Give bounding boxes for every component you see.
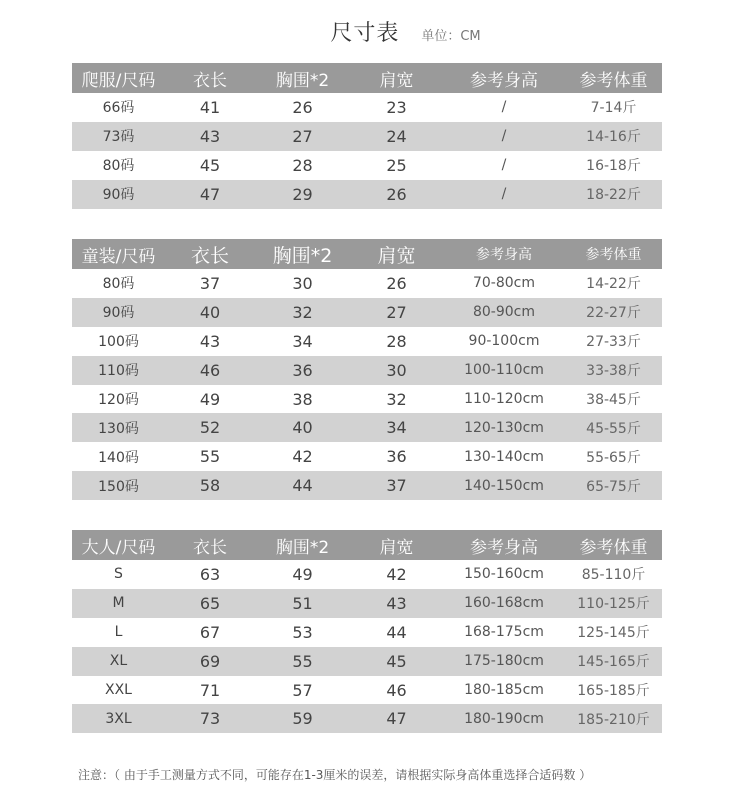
cell-size: S: [114, 566, 123, 583]
cell-chest: 53: [292, 622, 313, 642]
cell-chest: 59: [255, 704, 350, 733]
cell-size: 3XL: [72, 704, 165, 733]
header-length: 衣长: [165, 239, 255, 269]
cell-shoulder: 45: [350, 647, 443, 676]
header-shoulder: 肩宽: [350, 63, 443, 93]
cell-shoulder: 34: [350, 413, 443, 442]
header-chest: 胸围*2: [255, 63, 350, 93]
header-height: 参考身高: [443, 530, 565, 560]
cell-shoulder: 46: [386, 680, 407, 700]
cell-shoulder: 25: [386, 155, 407, 175]
cell-height: 175-180cm: [443, 647, 565, 676]
adult-size-table: [72, 530, 662, 733]
cell-shoulder: 26: [350, 180, 443, 209]
cell-size: XL: [72, 647, 165, 676]
unit-label: 单位：CM: [421, 29, 481, 44]
cell-length: 73: [165, 704, 255, 733]
cell-size: 66码: [102, 100, 135, 117]
table-row: [72, 356, 662, 385]
table-row: [72, 413, 662, 442]
cell-chest: 49: [292, 564, 313, 584]
cell-size: 120码: [98, 392, 139, 408]
cell-height: 120-130cm: [443, 413, 565, 442]
cell-length: 40: [165, 298, 255, 327]
title-row: [0, 16, 741, 48]
cell-length: 63: [199, 564, 221, 584]
cell-length: 65: [165, 589, 255, 618]
page-title: 尺寸表: [330, 21, 400, 46]
cell-length: 47: [165, 180, 255, 209]
cell-length: 52: [165, 413, 255, 442]
cell-shoulder: 28: [386, 331, 407, 351]
cell-weight: 145-165斤: [565, 647, 662, 676]
cell-length: 67: [199, 622, 221, 642]
cell-weight: 14-16斤: [565, 122, 662, 151]
cell-weight: 55-65斤: [586, 449, 641, 466]
cell-length: 55: [199, 447, 221, 467]
cell-length: 71: [199, 680, 221, 700]
cell-chest: 30: [292, 273, 313, 293]
header-weight: 参考体重: [565, 63, 662, 93]
cell-length: 43: [199, 331, 221, 351]
cell-shoulder: 26: [386, 273, 407, 293]
cell-weight: 110-125斤: [565, 589, 662, 618]
cell-shoulder: 23: [386, 97, 407, 117]
header-height: 参考身高: [443, 239, 565, 269]
cell-chest: 55: [255, 647, 350, 676]
header-size: 童装/尺码: [72, 239, 165, 269]
header-length: 衣长: [165, 530, 255, 560]
cell-chest: 40: [255, 413, 350, 442]
cell-shoulder: 36: [386, 447, 407, 467]
kids-size-table: [72, 239, 662, 500]
cell-height: /: [443, 122, 565, 151]
header-shoulder: 肩宽: [350, 239, 443, 269]
cell-height: /: [501, 99, 507, 116]
cell-length: 49: [199, 389, 221, 409]
cell-height: 100-110cm: [443, 356, 565, 385]
cell-size: 150码: [72, 471, 165, 500]
cell-height: 150-160cm: [464, 566, 544, 583]
cell-height: 180-185cm: [464, 682, 544, 698]
cell-chest: 32: [255, 298, 350, 327]
table-row: [72, 151, 662, 180]
table-row: [72, 180, 662, 209]
cell-chest: 57: [292, 680, 313, 700]
cell-chest: 34: [292, 331, 313, 351]
header-length: 衣长: [165, 63, 255, 93]
cell-length: 41: [199, 97, 221, 117]
cell-weight: 125-145斤: [577, 625, 650, 642]
cell-height: /: [443, 180, 565, 209]
cell-size: 80码: [102, 276, 135, 293]
cell-weight: 85-110斤: [581, 567, 646, 584]
cell-size: 73码: [72, 122, 165, 151]
header-weight: 参考体重: [565, 239, 662, 269]
cell-weight: 33-38斤: [565, 356, 662, 385]
cell-size: 130码: [72, 413, 165, 442]
cell-size: 140码: [98, 449, 139, 466]
measurement-note: 注意：（ 由于手工测量方式不同，可能存在1-3厘米的误差，请根据实际身高体重选择合适码数 ）: [78, 768, 592, 782]
cell-weight: 65-75斤: [565, 471, 662, 500]
cell-shoulder: 43: [350, 589, 443, 618]
cell-chest: 44: [255, 471, 350, 500]
crawler-size-table: [72, 63, 662, 209]
cell-length: 69: [165, 647, 255, 676]
table-row: [72, 327, 662, 356]
cell-weight: 165-185斤: [577, 683, 650, 699]
cell-shoulder: 32: [386, 389, 407, 409]
cell-size: 90码: [72, 298, 165, 327]
cell-shoulder: 30: [350, 356, 443, 385]
table-header-row: [72, 530, 662, 560]
table-row: [72, 618, 662, 647]
table-row: [72, 560, 662, 589]
table-header-row: [72, 63, 662, 93]
cell-size: 110码: [72, 356, 165, 385]
cell-shoulder: 42: [386, 564, 407, 584]
cell-size: L: [114, 624, 123, 641]
header-height: 参考身高: [443, 63, 565, 93]
cell-size: 100码: [98, 334, 139, 351]
cell-height: /: [501, 157, 507, 174]
cell-chest: 27: [255, 122, 350, 151]
cell-shoulder: 37: [350, 471, 443, 500]
cell-height: 140-150cm: [443, 471, 565, 500]
cell-weight: 7-14斤: [590, 100, 637, 117]
cell-shoulder: 47: [350, 704, 443, 733]
cell-height: 90-100cm: [468, 333, 540, 350]
header-size: 大人/尺码: [72, 530, 165, 560]
cell-chest: 42: [292, 447, 313, 467]
cell-weight: 14-22斤: [586, 276, 641, 293]
header-chest: 胸围*2: [255, 530, 350, 560]
cell-weight: 18-22斤: [565, 180, 662, 209]
cell-chest: 38: [292, 389, 313, 409]
table-header-row: [72, 239, 662, 269]
cell-height: 130-140cm: [464, 448, 544, 465]
cell-weight: 22-27斤: [565, 298, 662, 327]
cell-weight: 38-45斤: [586, 392, 641, 408]
table-row: [72, 471, 662, 500]
cell-chest: 28: [292, 155, 313, 175]
cell-shoulder: 27: [350, 298, 443, 327]
cell-size: 90码: [72, 180, 165, 209]
header-chest: 胸围*2: [255, 239, 350, 269]
cell-length: 43: [165, 122, 255, 151]
header-shoulder: 肩宽: [350, 530, 443, 560]
cell-length: 45: [199, 155, 221, 175]
cell-weight: 27-33斤: [586, 334, 641, 351]
cell-chest: 29: [255, 180, 350, 209]
table-row: [72, 647, 662, 676]
cell-size: XXL: [105, 682, 132, 698]
header-size: 爬服/尺码: [72, 63, 165, 93]
table-row: [72, 676, 662, 705]
table-row: [72, 704, 662, 733]
cell-height: 168-175cm: [464, 624, 544, 641]
cell-chest: 51: [255, 589, 350, 618]
cell-height: 110-120cm: [464, 391, 544, 407]
table-row: [72, 93, 662, 122]
cell-weight: 185-210斤: [565, 704, 662, 733]
cell-weight: 45-55斤: [565, 413, 662, 442]
table-row: [72, 269, 662, 298]
cell-length: 46: [165, 356, 255, 385]
cell-length: 58: [165, 471, 255, 500]
cell-chest: 36: [255, 356, 350, 385]
cell-height: 180-190cm: [443, 704, 565, 733]
header-weight: 参考体重: [565, 530, 662, 560]
cell-height: 80-90cm: [443, 298, 565, 327]
table-row: [72, 385, 662, 414]
cell-size: 80码: [102, 158, 135, 175]
cell-height: 160-168cm: [443, 589, 565, 618]
cell-size: M: [72, 589, 165, 618]
cell-length: 37: [199, 273, 221, 293]
table-row: [72, 122, 662, 151]
table-row: [72, 298, 662, 327]
cell-height: 70-80cm: [472, 275, 535, 292]
cell-shoulder: 44: [386, 622, 407, 642]
table-row: [72, 442, 662, 471]
cell-chest: 26: [292, 97, 313, 117]
cell-shoulder: 24: [350, 122, 443, 151]
cell-weight: 16-18斤: [586, 158, 641, 175]
table-row: [72, 589, 662, 618]
